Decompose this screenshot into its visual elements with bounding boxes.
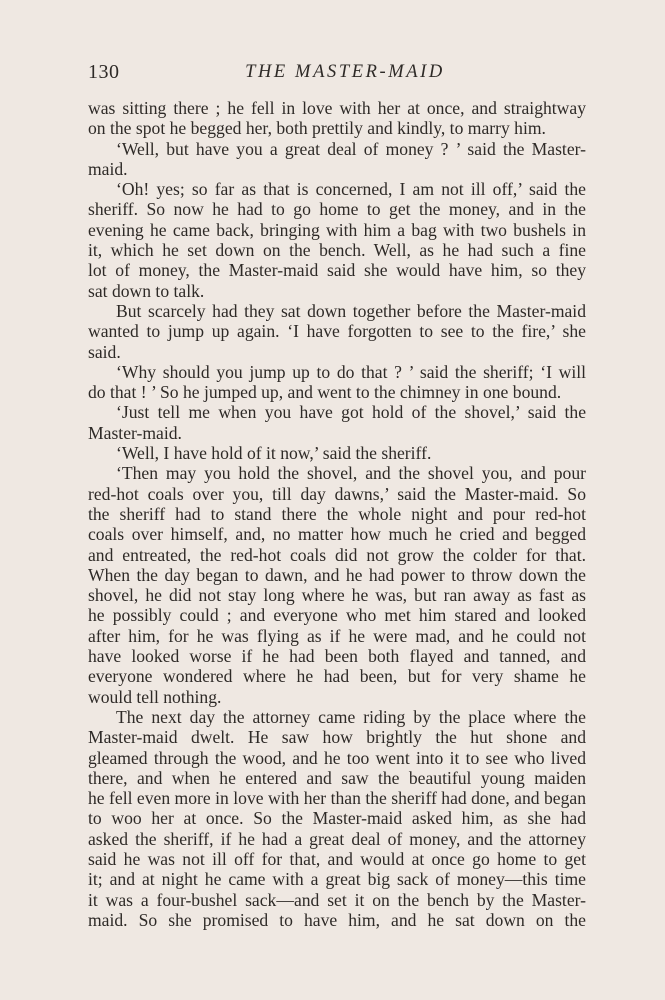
text-line: shovel, he did not stay long where he was, but ran away as fast as [88,585,586,606]
text-line: gleamed through the wood, and he too went into it to see who lived [88,747,586,768]
text-line: there, and when he entered and saw the beautiful young maiden [88,767,586,788]
body-text [88,98,586,930]
text-line: sheriff. So now he had to go home to get the money, and in the [88,199,586,220]
page-header [88,58,586,86]
page-number: 130 [88,61,120,83]
text-line: evening he came back, bringing with him a bag with two bushels in [88,219,586,240]
text-line: The next day the attorney came riding by the place where the [116,706,586,727]
text-line: was sitting there ; he fell in love with her at once, and straightway [88,98,586,118]
text-line: he fell even more in love with her than the sheriff had done, and began [88,788,586,809]
text-line: on the spot he begged her, both prettily and kindly, to marry him. [88,118,546,139]
text-line: sat down to talk. [88,280,205,301]
text-line: it, which he set down on the bench. Well, as he had such a fine [88,240,586,261]
text-line: have looked worse if he had been both flayed and tanned, and [88,646,586,667]
text-line: ‘Why should you jump up to do that ? ’ said the sheriff; ‘I will [116,361,586,382]
text-line: red-hot coals over you, till day dawns,’ said the Master-maid. So [88,483,586,504]
text-line: said. [88,341,121,362]
text-line: to woo her at once. So the Master-maid asked him, as she had [88,808,586,829]
text-line: the sheriff had to stand there the whole night and pour red-hot [88,503,586,524]
text-line: everyone wondered where he had been, but for very shame he [88,666,586,687]
text-line: ‘Just tell me when you have got hold of the shovel,’ said the [116,402,586,423]
text-line: said he was not ill off for that, and would at once go home to get [88,848,586,869]
text-line: lot of money, the Master-maid said she would have him, so they [88,260,586,281]
text-line: wanted to jump up again. ‘I have forgotten to see to the fire,’ she [88,321,586,342]
text-line: Master-maid dwelt. He saw how brightly the hut shone and [88,727,586,748]
text-line: But scarcely had they sat down together before the Master-maid [116,300,586,321]
text-line: do that ! ’ So he jumped up, and went to the chimney in one bound. [88,382,562,403]
text-line: maid. [88,158,128,179]
text-line: ‘Oh! yes; so far as that is concerned, I am not ill off,’ said the [116,179,586,200]
text-line: maid. So she promised to have him, and he sat down on the [88,909,586,930]
text-line: and entreated, the red-hot coals did not grow the colder for that. [88,544,586,565]
text-line: it was a four-bushel sack—and set it on the bench by the Master- [88,889,586,910]
text-line: asked the sheriff, if he had a great deal of money, and the attorney [88,828,586,849]
text-line: he possibly could ; and everyone who met him stared and looked [88,605,586,626]
text-line: Master-maid. [88,422,182,443]
text-line: ‘Well, I have hold of it now,’ said the sheriff. [116,443,432,464]
text-line: after him, for he was flying as if he were mad, and he could not [88,625,586,646]
running-title: THE MASTER-MAID [245,62,445,82]
text-line: it; and at night he came with a great big sack of money—this time [88,869,586,890]
text-line: When the day began to dawn, and he had power to throw down the [88,564,586,585]
text-line: coals over himself, and, no matter how much he cried and begged [88,524,586,545]
text-line: ‘Well, but have you a great deal of money ? ’ said the Master- [116,138,586,159]
text-line: ‘Then may you hold the shovel, and the shovel you, and pour [116,463,586,484]
text-line: would tell nothing. [88,686,222,707]
